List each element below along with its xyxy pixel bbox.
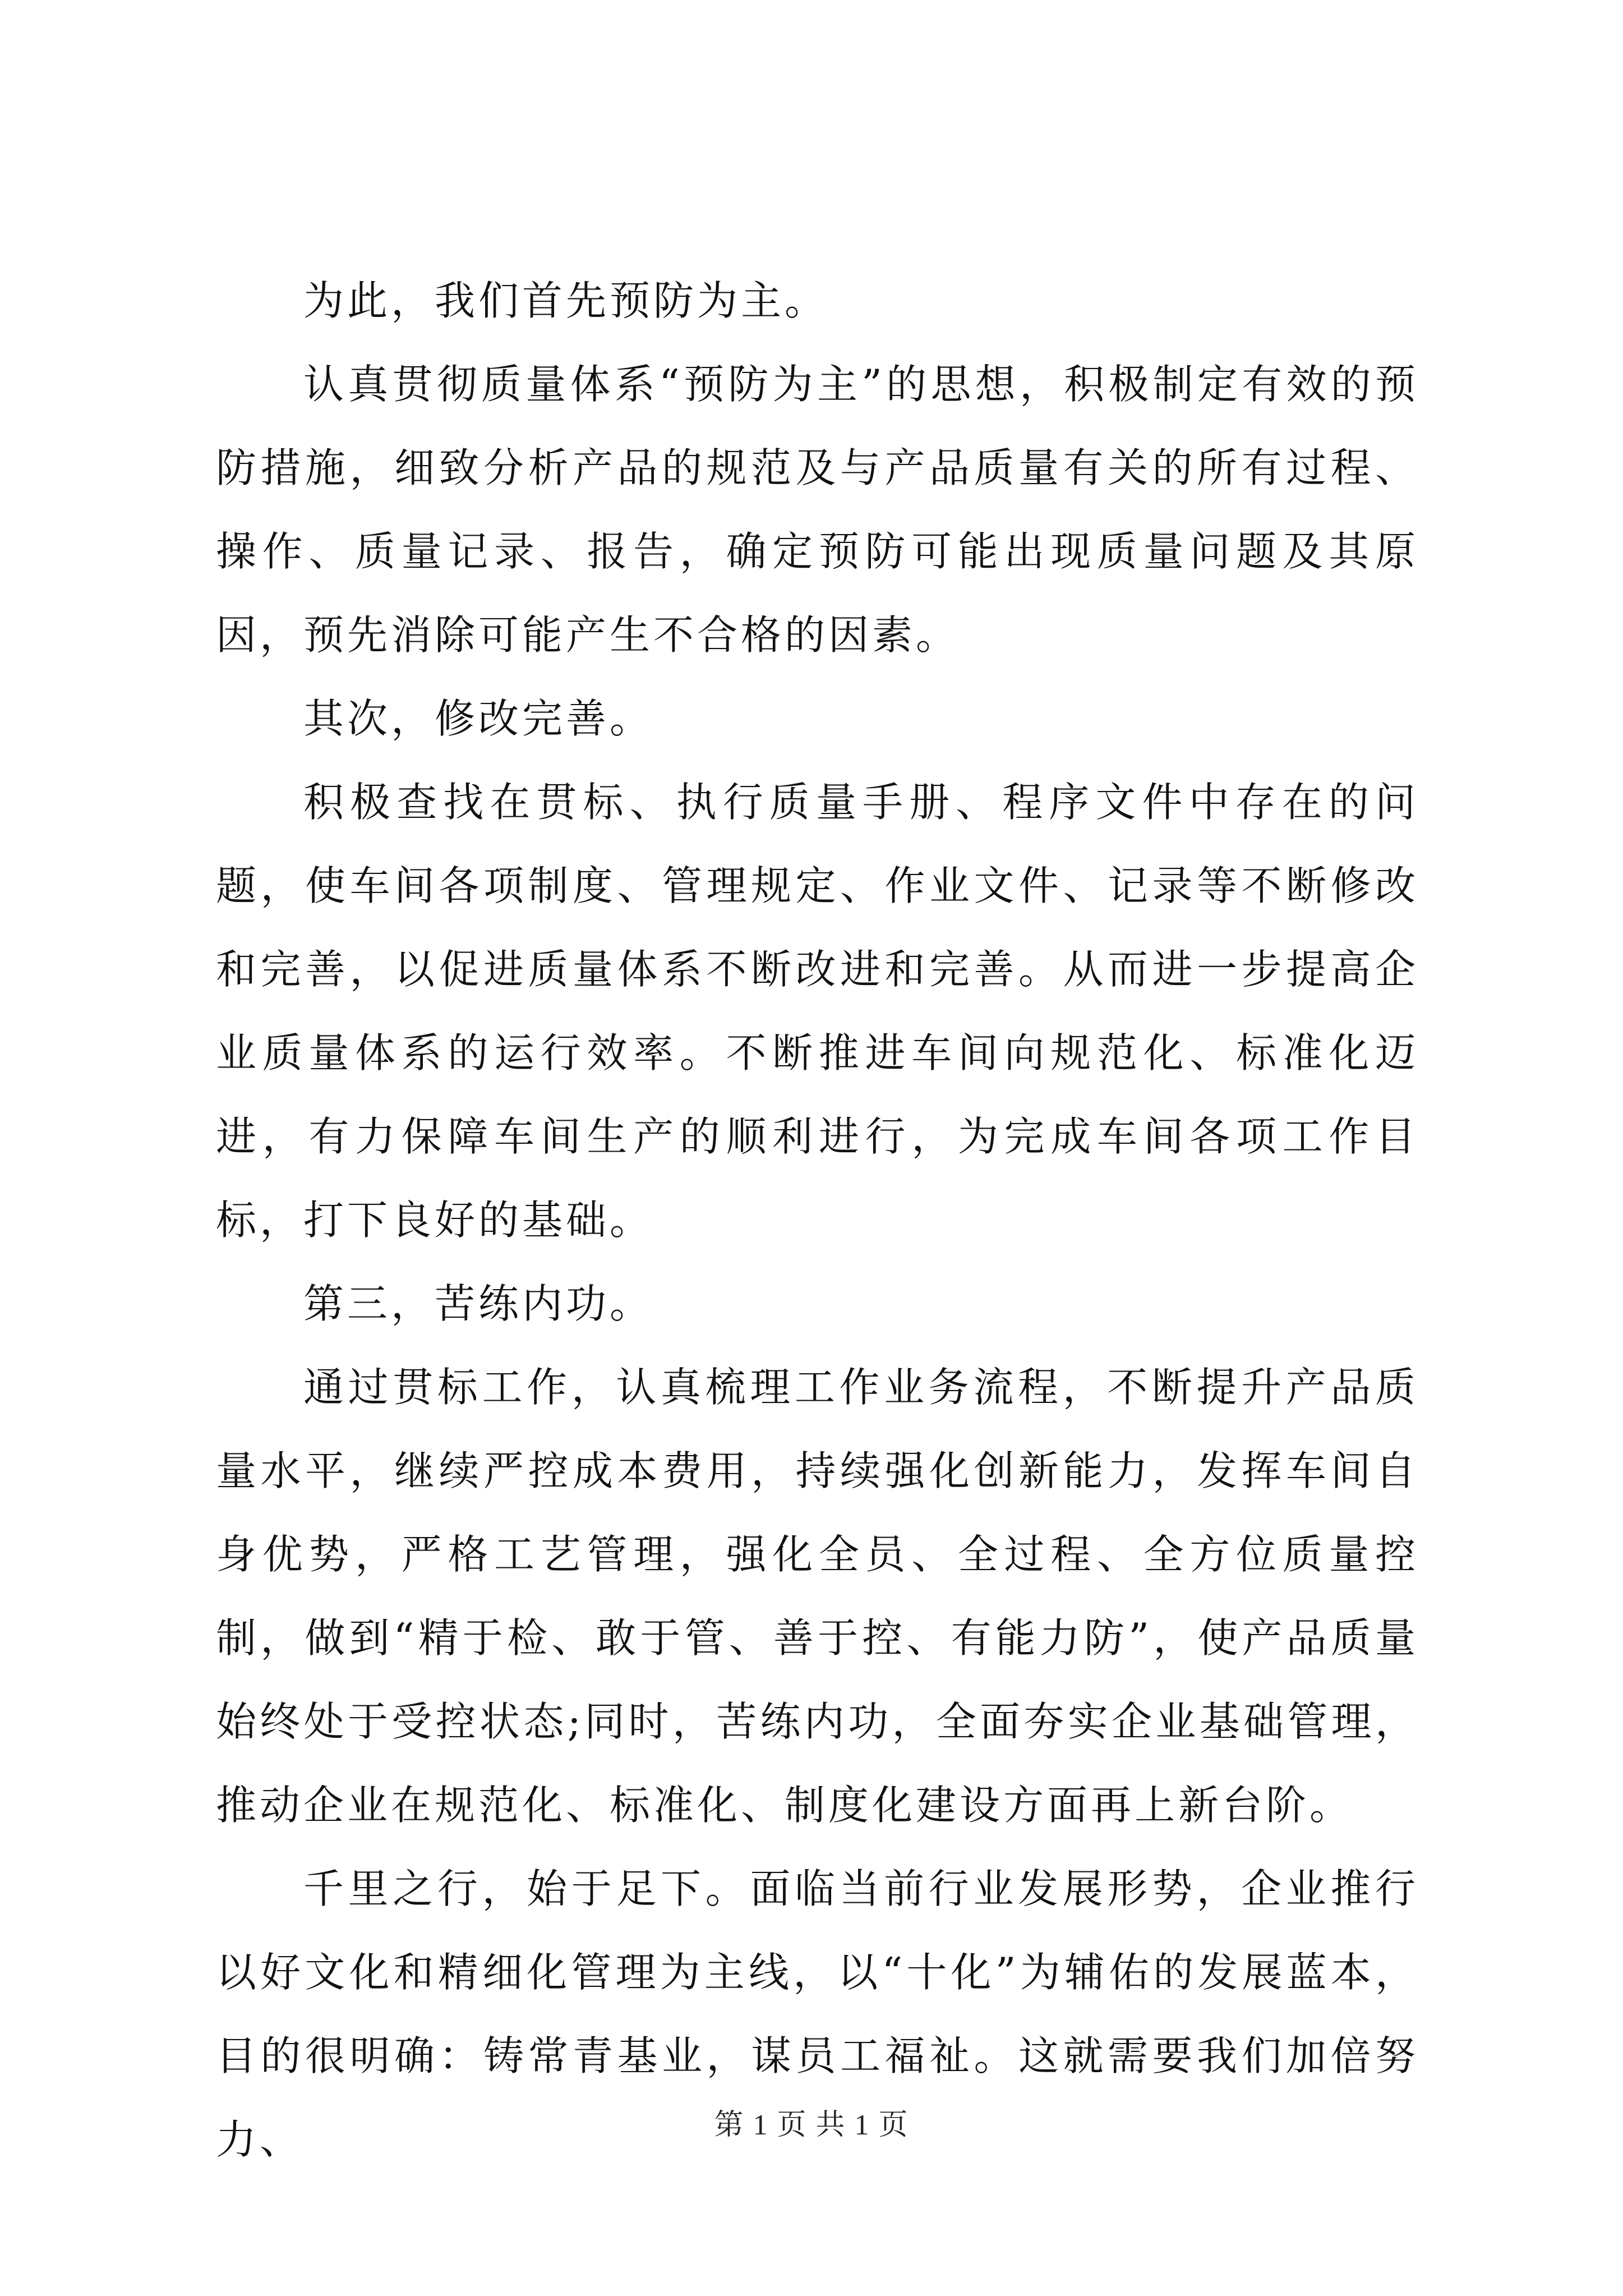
paragraph-1: 为此，我们首先预防为主。 — [303, 277, 829, 324]
document-body — [216, 259, 1419, 2182]
paragraph-7: 千里之行，始于足下。面临当前行业发展形势，企业推行以好文化和精细化管理为主线，以“十化”为辅佑的发展蓝本，目的很明确：铸常青基业，谋员工福祉。这就需要我们加倍努力、 — [216, 1865, 1419, 2163]
paragraph-6: 通过贯标工作，认真梳理工作业务流程，不断提升产品质量水平，继续严控成本费用，持续强化创新能力，发挥车间自身优势，严格工艺管理，强化全员、全过程、全方位质量控制，做到“精于检、敢于管、善于控、有能力防”，使产品质量始终处于受控状态;同时，苦练内功，全面夯实企业基础管理，推动企业在规范化、标准化、制度化建设方面再上新台阶。 — [216, 1364, 1419, 1829]
paragraph-3: 其次，修改完善。 — [303, 695, 654, 742]
paragraph-4: 积极查找在贯标、执行质量手册、程序文件中存在的问题，使车间各项制度、管理规定、作业文件、记录等不断修改和完善，以促进质量体系不断改进和完善。从而进一步提高企业质量体系的运行效率。不断推进车间向规范化、标准化迈进，有力保障车间生产的顺利进行，为完成车间各项工作目标，打下良好的基础。 — [216, 779, 1419, 1244]
paragraph-2: 认真贯彻质量体系“预防为主”的思想，积极制定有效的预防措施，细致分析产品的规范及与产品质量有关的所有过程、操作、质量记录、报告，确定预防可能出现质量问题及其原因，预先消除可能产生不合格的因素。 — [216, 361, 1419, 659]
paragraph-5: 第三，苦练内功。 — [303, 1280, 654, 1327]
page-footer: 第 1 页 共 1 页 — [714, 2109, 909, 2141]
